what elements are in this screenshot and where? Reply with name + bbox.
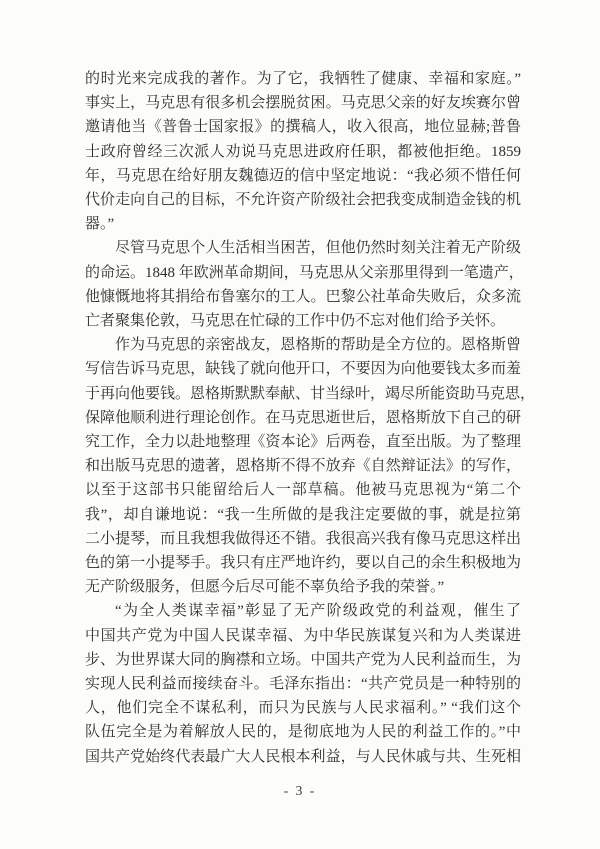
text-line: 中国共产党为中国人民谋幸福、为中华民族谋复兴和为人类谋进 (85, 627, 521, 644)
text-line: 人，他们完全不谋私利，而只为民族与人民求福利。” “我们这个 (85, 700, 521, 717)
text-line: 年，马克思在给好朋友魏德迈的信中坚定地说：“我必须不惜任何 (85, 167, 521, 184)
text-line: 于再向他要钱。恩格斯默默奉献、甘当绿叶，竭尽所能资助马克思， (85, 385, 536, 402)
text-line: 代价走向自己的目标，不允许资产阶级社会把我变成制造金钱的机 (85, 192, 521, 209)
text-line: 亡者聚集伦敦，马克思在忙碌的工作中仍不忘对他们给予关怀。 (85, 313, 506, 330)
text-line: 写信告诉马克思，缺钱了就向他开口，不要因为向他要钱太多而羞 (85, 361, 521, 378)
text-line: 以至于这部书只能留给后人一部草稿。他被马克思视为“第二个 (85, 482, 521, 499)
text-line: 我”，却自谦地说：“我一生所做的是我注定要做的事，就是拉第 (85, 506, 521, 523)
text-line: 事实上，马克思有很多机会摆脱贫困。马克思父亲的好友埃赛尔曾 (85, 95, 521, 112)
text-line: 队伍完全是为着解放人民的，是彻底地为人民的利益工作的。”中 (85, 724, 521, 741)
text-line: 和出版马克思的遗著，恩格斯不得不放弃《自然辩证法》的写作， (85, 458, 521, 475)
text-line: “为全人类谋幸福”彰显了无产阶级政党的利益观，催生了 (115, 603, 521, 620)
text-line: 士政府曾经三次派人劝说马克思进政府任职，都被他拒绝。1859 (85, 143, 521, 160)
text-line: 色的第一小提琴手。我只有庄严地许约，要以自己的余生积极地为 (85, 555, 521, 572)
text-line: 步、为世界谋大同的胸襟和立场。中国共产党为人民利益而生，为 (85, 651, 521, 668)
document-body (85, 67, 536, 769)
text-line: 保障他顺利进行理论创作。在马克思逝世后，恩格斯放下自己的研 (85, 409, 521, 426)
text-line: 器。” (85, 216, 115, 233)
text-line: 的命运。1848 年欧洲革命期间，马克思从父亲那里得到一笔遗产， (85, 264, 524, 281)
text-line: 国共产党始终代表最广大人民根本利益，与人民休戚与共、生死相 (85, 748, 521, 765)
text-line: 尽管马克思个人生活相当困苦，但他仍然时刻关注着无产阶级 (115, 240, 521, 257)
text-line: 究工作，全力以赴地整理《资本论》后两卷，直至出版。为了整理 (85, 434, 521, 451)
text-line: 无产阶级服务，但愿今后尽可能不辜负给予我的荣誉。” (85, 579, 445, 596)
text-line: 作为马克思的亲密战友，恩格斯的帮助是全方位的。恩格斯曾 (115, 337, 521, 354)
page-number: - 3 - (283, 783, 317, 798)
text-line: 的时光来完成我的著作。为了它，我牺牲了健康、幸福和家庭。” (85, 71, 521, 87)
text-line: 他慷慨地将其捐给布鲁塞尔的工人。巴黎公社革命失败后，众多流 (85, 288, 521, 305)
text-line: 二小提琴，而且我想我做得还不错。我很高兴我有像马克思这样出 (85, 530, 521, 547)
text-line: 邀请他当《普鲁士国家报》的撰稿人，收入很高，地位显赫;普鲁 (85, 119, 521, 136)
text-line: 实现人民利益而接续奋斗。毛泽东指出：“共产党员是一种特别的 (85, 676, 521, 693)
